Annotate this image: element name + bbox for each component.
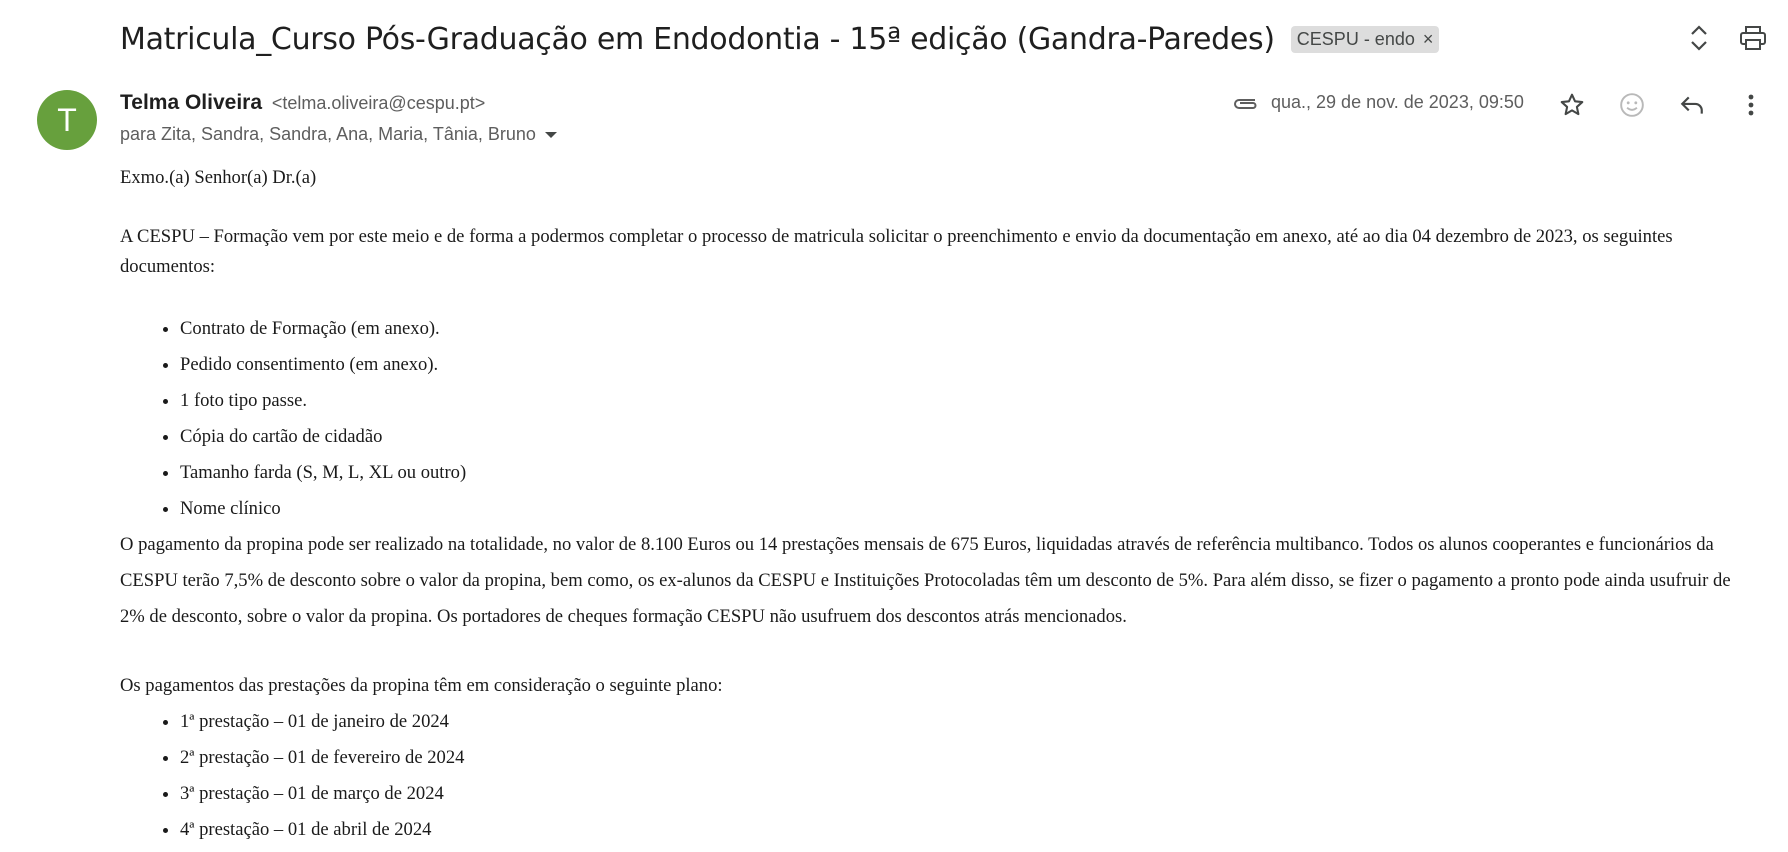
documents-list xyxy=(120,311,1745,527)
paperclip-icon xyxy=(1230,88,1260,118)
email-subject: Matricula_Curso Pós-Graduação em Endodontia - 15ª edição (Gandra-Paredes) xyxy=(120,21,1275,57)
label-remove-icon[interactable]: × xyxy=(1422,28,1434,49)
sender-line xyxy=(120,91,485,115)
more-vert-icon[interactable] xyxy=(1735,89,1767,121)
plan-intro: Os pagamentos das prestações da propina têm em consideração o seguinte plano: xyxy=(120,675,723,696)
installments-list xyxy=(120,704,1745,848)
email-body xyxy=(120,163,1745,848)
list-item: • 2ª prestação – 01 de fevereiro de 2024 xyxy=(180,740,1745,776)
email-date: qua., 29 de nov. de 2023, 09:50 xyxy=(1271,92,1524,112)
subject-row xyxy=(120,14,1439,64)
list-item: • 1ª prestação – 01 de janeiro de 2024 xyxy=(180,704,1745,740)
smiley-icon[interactable] xyxy=(1616,89,1648,121)
star-icon[interactable] xyxy=(1556,89,1588,121)
label-chip[interactable] xyxy=(1291,26,1440,53)
list-item: • Nome clínico xyxy=(180,491,1745,527)
print-icon[interactable] xyxy=(1737,22,1769,54)
avatar[interactable]: T xyxy=(37,90,97,150)
list-item: • Contrato de Formação (em anexo). xyxy=(180,311,1745,347)
sender-email: <telma.oliveira@cespu.pt> xyxy=(271,93,486,113)
recipients-line xyxy=(120,124,558,145)
recipients-text: para Zita, Sandra, Sandra, Ana, Maria, Tânia, Bruno xyxy=(120,124,536,144)
list-item: • 3ª prestação – 01 de março de 2024 xyxy=(180,776,1745,812)
list-item: • Cópia do cartão de cidadão xyxy=(180,419,1745,455)
payment-paragraph: O pagamento da propina pode ser realizado na totalidade, no valor de 8.100 Euros ou 14 prestações mensais de 675 Euros, liquidadas através de referência multibanco. Todos os alunos cooperantes e funcionários da CESPU terão 7,5% de desconto sobre o valor da propina, bem como, os ex-alunos da CESPU e Instituições Protocoladas têm um desconto de 5%. Para além disso, se fizer o pagamento a pronto pode ainda usufruir de 2% de desconto, sobre o valor da propina. Os portadores de cheques formação CESPU não usufruem dos descontos atrás mencionados. xyxy=(120,534,1731,627)
sender-name[interactable]: Telma Oliveira xyxy=(120,91,263,114)
label-chip-text: CESPU - endo xyxy=(1296,28,1415,49)
intro-paragraph: A CESPU – Formação vem por este meio e de forma a podermos completar o processo de matricula solicitar o preenchimento e envio da documentação em anexo, até ao dia 04 dezembro de 2023, os seguintes documentos: xyxy=(120,226,1673,277)
list-item: • Pedido consentimento (em anexo). xyxy=(180,347,1745,383)
unfold-icon[interactable] xyxy=(1683,22,1715,54)
reply-icon[interactable] xyxy=(1676,89,1708,121)
list-item: • 1 foto tipo passe. xyxy=(180,383,1745,419)
list-item: • 4ª prestação – 01 de abril de 2024 xyxy=(180,812,1745,848)
list-item: • Tamanho farda (S, M, L, XL ou outro) xyxy=(180,455,1745,491)
caret-down-icon[interactable] xyxy=(544,124,558,145)
greeting: Exmo.(a) Senhor(a) Dr.(a) xyxy=(120,167,317,188)
